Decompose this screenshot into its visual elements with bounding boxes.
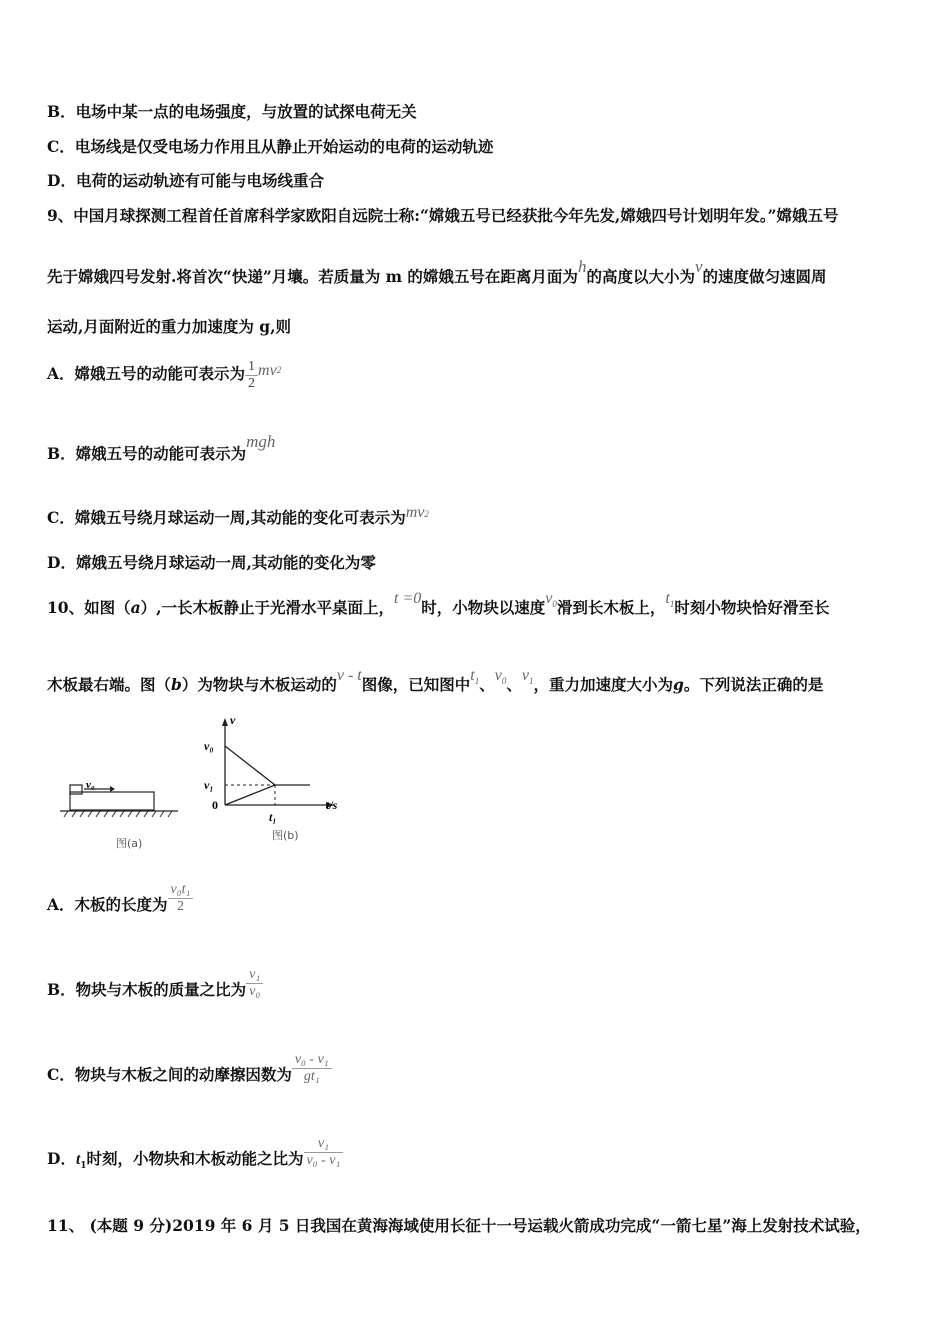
q8-option-b: B．电场中某一点的电场强度，与放置的试探电荷无关 [47,102,417,121]
v-axis-label: v [230,713,236,727]
figure-b-caption: 图(b) [272,829,299,842]
q9-line-2: 先于嫦娥四号发射.将首次“快递”月壤。若质量为 m 的嫦娥五号在距离月面为h的高度以大小为v的速度做匀速圆周 [47,257,827,286]
fraction-a: $\frac{\text{v₀t₁}}{2}$ [168,882,194,915]
q10-line-2: 木板最右端。图（b）为物块与木板运动的v - t图像，已知图中$t_1$、$v_0$、$v_1$，重力加速度大小为g。下列说法正确的是 [47,667,824,694]
q10-line-1: 10、如图（a）,一长木板静止于光滑水平桌面上，t =0时，小物块以速度$v_0$滑到长木板上，$t_1$时刻小物块恰好滑至长 [47,590,830,617]
tick-v1: v₁ [204,778,214,792]
fraction-half: $\frac{1}{2}$ [245,359,258,392]
fraction-b: $\frac{\text{v₁}}{\text{v₀}}$ [246,967,263,1000]
q9-option-a: A．嫦娥五号的动能可表示为 $\frac{1}{2}$ $mv^2$ [47,358,282,391]
q9-line-1: 9、中国月球探测工程首任首席科学家欧阳自远院士称:“嫦娥五号已经获批今年先发,嫦娥四号计划明年发。”嫦娥五号 [47,206,839,225]
fraction-d: $\frac{\text{v₁}}{\text{v₀ - v₁}}$ [304,1136,344,1169]
math-h: h [577,257,587,276]
figure-a-caption: 图(a) [116,837,143,850]
figure-a [60,785,178,817]
q8-option-c: C．电场线是仅受电场力作用且从静止开始运动的电荷的运动轨迹 [47,137,494,156]
q10-option-a: A．木板的长度为 $\frac{\text{v₀t₁}}{2}$ [47,880,193,930]
tick-t1: t₁ [269,810,277,824]
q10-option-c: C．物块与木板之间的动摩擦因数为 $\frac{\text{v₀ - v₁}}{\text{gt₁}}$ [47,1050,332,1100]
q9-option-b: B．嫦娥五号的动能可表示为mgh [47,432,276,463]
ground-hatch [64,811,172,817]
board-vt-line [225,785,275,805]
q9-option-d: D．嫦娥五号绕月球运动一周,其动能的变化为零 [47,553,376,572]
board-rect [70,792,154,810]
block-rect [70,785,82,794]
tick-v0: v₀ [204,739,214,753]
q9-line-3: 运动,月面附近的重力加速度为 g,则 [47,317,292,336]
q10-option-d: D．$t_1$时刻，小物块和木板动能之比为 $\frac{\text{v₁}}{\text{v₀ - v₁}}$ [47,1134,343,1184]
figure-b [222,718,334,808]
block-vt-line [225,746,275,785]
origin-label: 0 [212,798,218,812]
q10-option-b: B．物块与木板的质量之比为 $\frac{\text{v₁}}{\text{v₀}}$ [47,965,263,1015]
block-v0-label: v₀ [86,779,95,791]
q8-option-d: D．电荷的运动轨迹有可能与电场线重合 [47,171,324,190]
figure-board-and-vt-graph [60,708,360,853]
fraction-c: $\frac{\text{v₀ - v₁}}{\text{gt₁}}$ [292,1052,332,1085]
t-axis-label: t/s [326,798,338,812]
q11-line-1: 11、 (本题 9 分)2019 年 6 月 5 日我国在黄海海域使用长征十一号运载火箭成功完成“一箭七星”海上发射技术试验， [47,1216,871,1235]
math-v: v [694,257,703,276]
q9-option-c: C．嫦娥五号绕月球运动一周,其动能的变化可表示为$mv^2$ [47,504,429,528]
